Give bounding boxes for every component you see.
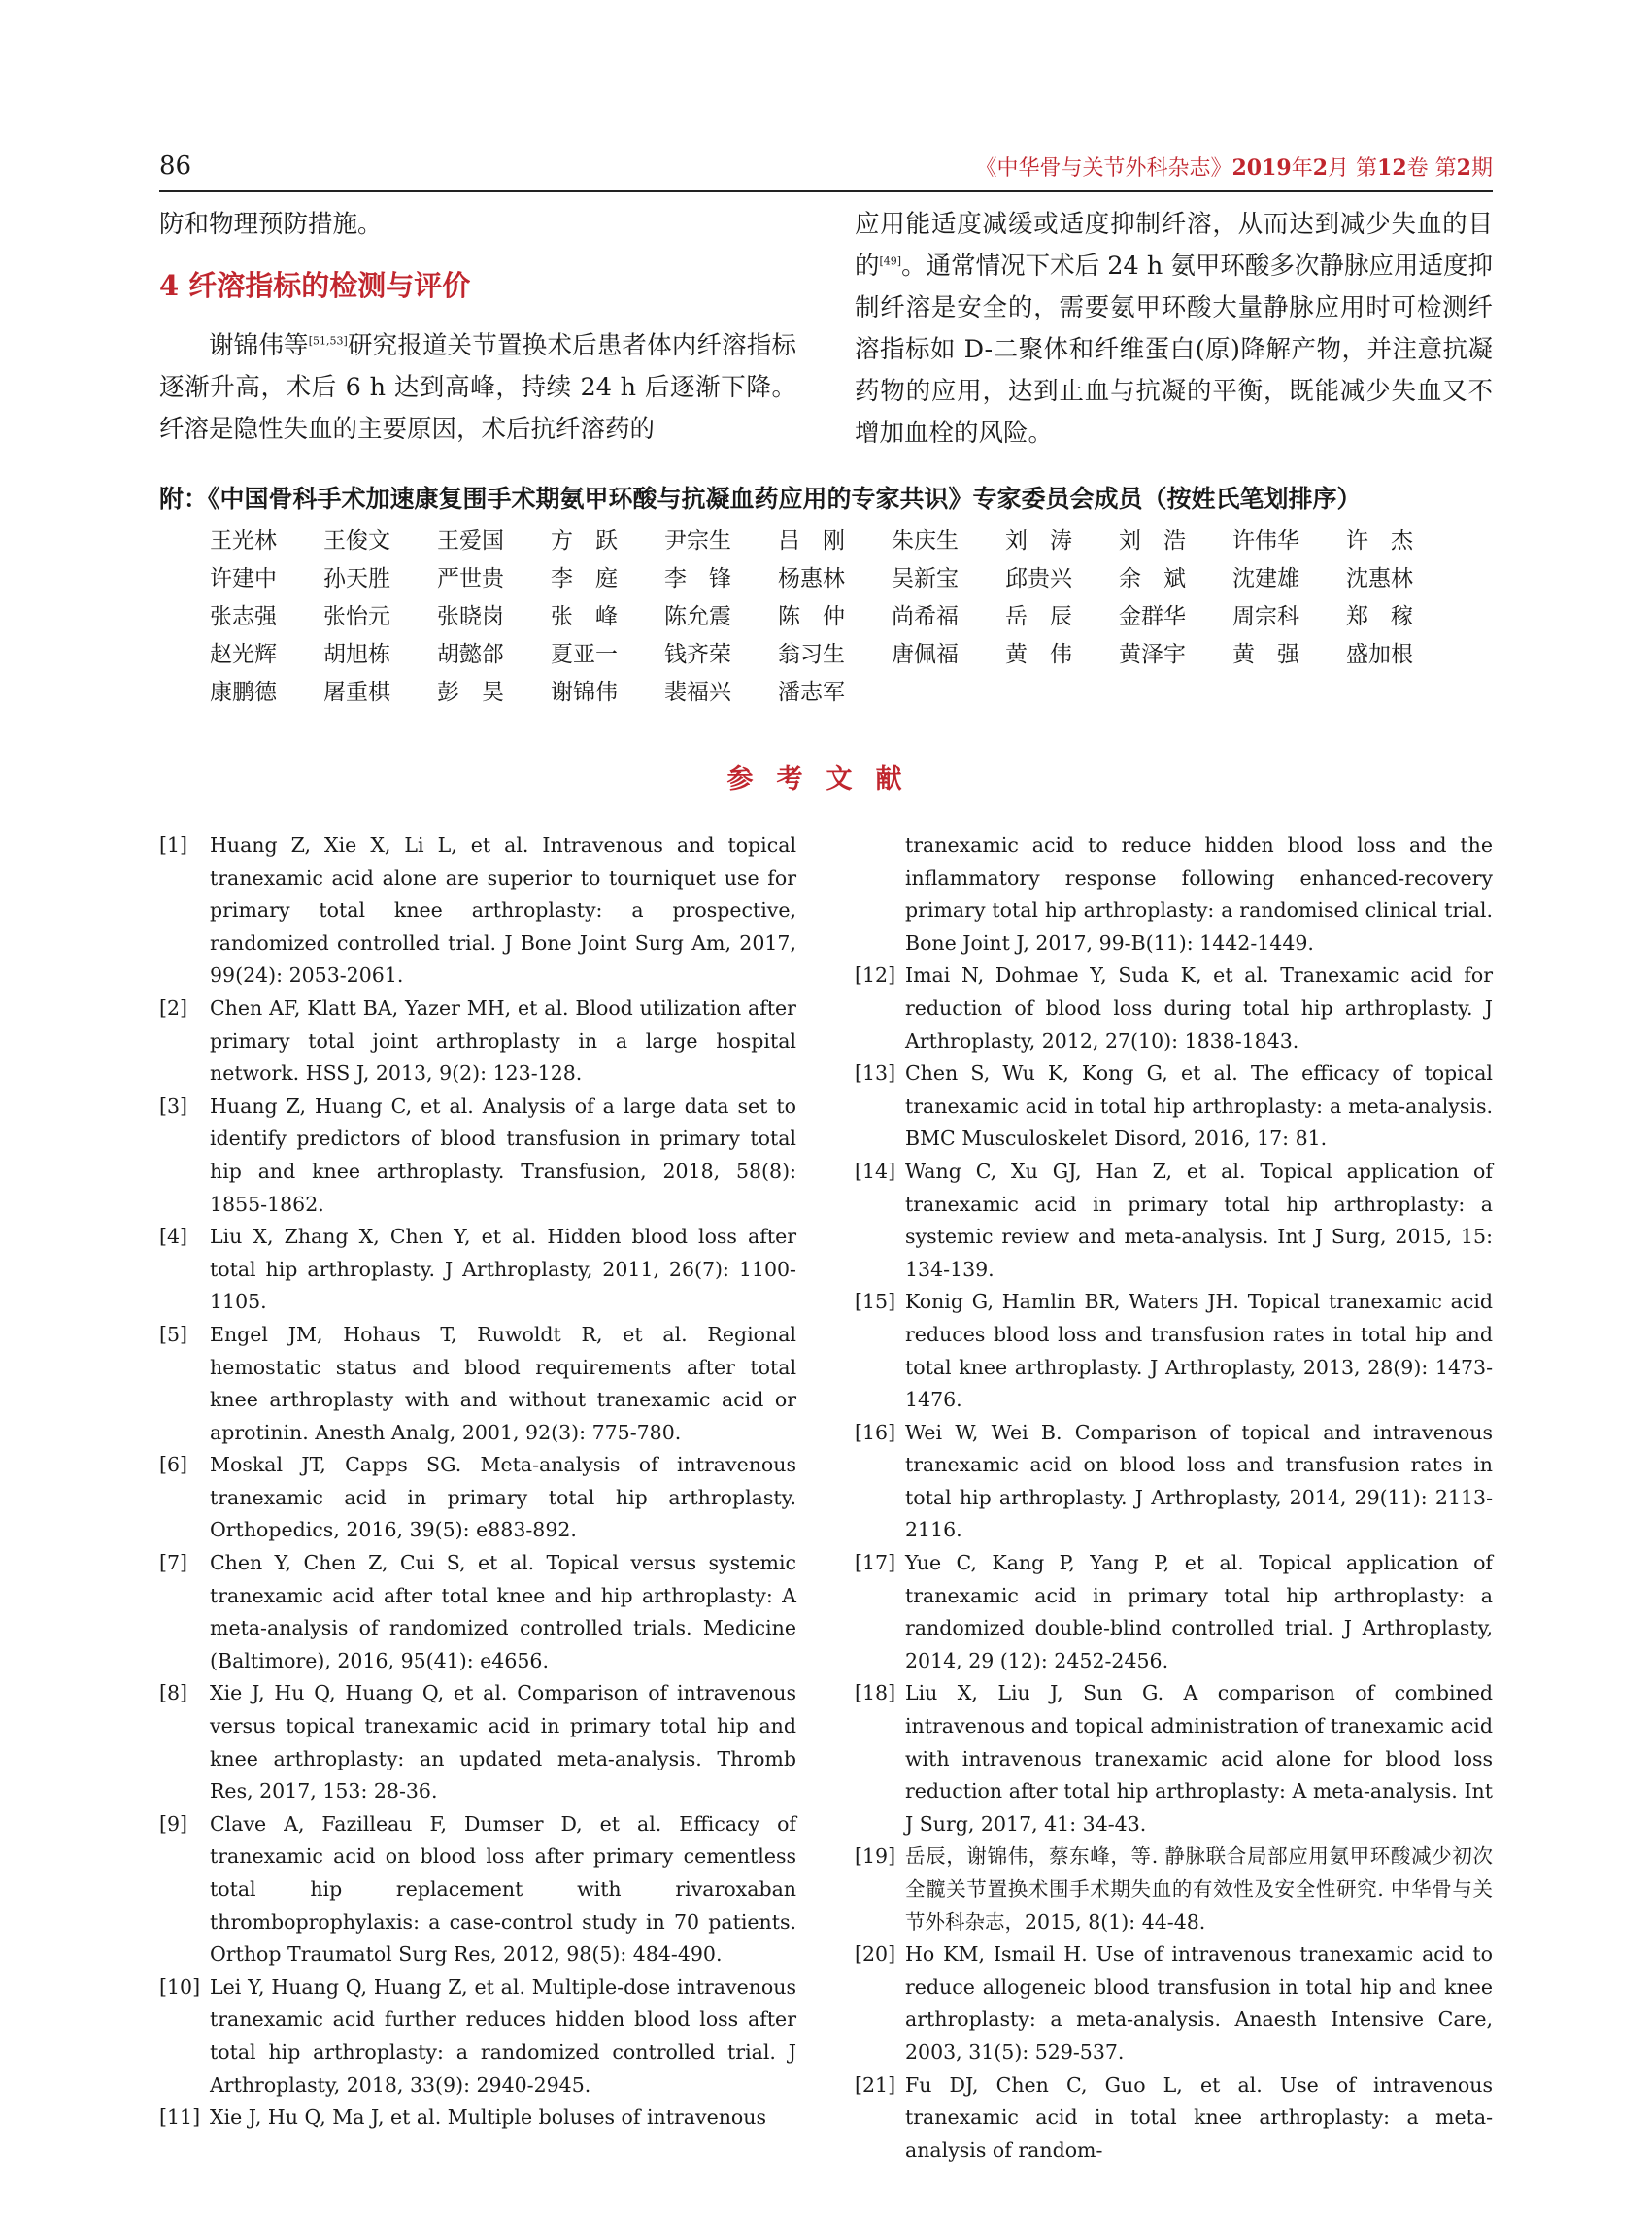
- text-run: 。通常情况下术后 24 h 氨甲环酸多次静脉应用适度抑制纤溶是安全的，需要氨甲环酸大量静脉应用时可检测纤溶指标如 D-二聚体和纤维蛋白(原)降解产物，并注意抗凝药物的应用，达到止血与抗凝的平衡，既能减少失血又不增加血栓的风险。: [855, 252, 1493, 448]
- reference-number: [6]: [159, 1453, 188, 1477]
- reference-item: [159, 993, 796, 1091]
- member-name: 尹宗生: [664, 528, 731, 554]
- reference-text: 岳辰，谢锦伟，蔡东峰，等. 静脉联合局部应用氨甲环酸减少初次全髋关节置换术围手术期失血的有效性及安全性研究. 中华骨与关节外科杂志，2015, 8(1): 44-48.: [905, 1844, 1493, 1934]
- reference-item: [855, 1547, 1493, 1677]
- text-run: 谢锦伟等: [209, 331, 309, 360]
- reference-number: [14]: [855, 1159, 896, 1183]
- reference-text: Chen S, Wu K, Kong G, et al. The efficacy of topical tranexamic acid in total hip arthroplasty: a meta-analysis. BMC Musculoskelet Disord, 2016, 17: 81.: [905, 1062, 1493, 1151]
- member-name: 邱贵兴: [1005, 566, 1072, 591]
- paragraph: 防和物理预防措施。: [159, 210, 383, 239]
- year-unit: 年: [1291, 156, 1313, 181]
- text-run: 研究报道关节置换术后患者体内纤溶指标逐渐升高，术后 6 h 达到高峰，持续 24 h 后逐渐下降。纤溶是隐性失血的主要原因，术后抗纤溶药的: [159, 331, 796, 444]
- member-name: 沈惠林: [1346, 566, 1413, 591]
- section-title: 4 纤溶指标的检测与评价: [159, 269, 471, 302]
- reference-item: [159, 1547, 796, 1677]
- reference-continuation: tranexamic acid to reduce hidden blood loss and the inflammatory response following enhanced-recovery primary total hip arthroplasty: a randomised clinical trial. Bone Joint J, 2017, 99-B(11): 1442-1449.: [905, 833, 1493, 955]
- reference-number: [18]: [855, 1681, 896, 1705]
- reference-text: Xie J, Hu Q, Ma J, et al. Multiple boluses of intravenous: [210, 2106, 766, 2130]
- reference-item: [855, 1938, 1493, 2069]
- paragraph: [855, 204, 1493, 455]
- member-name: 杨惠林: [778, 566, 845, 591]
- member-name: 朱庆生: [892, 528, 959, 554]
- member-name: 郑 稼: [1346, 604, 1413, 629]
- journal-volume: 12: [1377, 155, 1407, 181]
- member-name: 沈建雄: [1232, 566, 1299, 591]
- member-name: 钱齐荣: [664, 642, 731, 667]
- reference-text: Fu DJ, Chen C, Guo L, et al. Use of intravenous tranexamic acid in total knee arthroplasty: a meta-analysis of random-: [905, 2073, 1493, 2162]
- issue-unit: 期: [1470, 156, 1493, 181]
- member-row: [210, 560, 1519, 598]
- references-heading: 参考文献: [726, 764, 926, 794]
- reference-text: Clave A, Fazilleau F, Dumser D, et al. Efficacy of tranexamic acid on blood loss after primary cementless total hip replacement with rivaroxaban thromboprophylaxis: a case-control study in 70 patients. Orthop Traumatol Surg Res, 2012, 98(5): 484-490.: [210, 1811, 796, 1967]
- reference-item: [855, 2070, 1493, 2168]
- member-name: 陈 仲: [778, 604, 845, 629]
- member-name: 张志强: [210, 604, 277, 629]
- reference-text: Liu X, Zhang X, Chen Y, et al. Hidden blood loss after total hip arthroplasty. J Arthroplasty, 2011, 26(7): 1100-1105.: [210, 1225, 796, 1314]
- reference-text: Chen Y, Chen Z, Cui S, et al. Topical versus systemic tranexamic acid after total knee and hip arthroplasty: A meta-analysis of randomized controlled trials. Medicine (Baltimore), 2016, 95(41): e4656.: [210, 1551, 796, 1672]
- member-name: 王爱国: [437, 528, 504, 554]
- member-name: 黄 强: [1232, 642, 1299, 667]
- reference-number: [19]: [855, 1844, 896, 1869]
- member-name: 谢锦伟: [551, 680, 618, 705]
- member-name: 吕 刚: [778, 528, 845, 554]
- reference-text: Lei Y, Huang Q, Huang Z, et al. Multiple-dose intravenous tranexamic acid further reduces hidden blood loss after total hip arthroplasty: a randomized controlled trial. J Arthroplasty, 2018, 33(9): 2940-2945.: [210, 1974, 796, 2097]
- reference-number: [13]: [855, 1062, 896, 1086]
- page-header: [159, 146, 1493, 185]
- member-name: 黄泽宇: [1119, 642, 1186, 667]
- page-number: 86: [159, 152, 192, 181]
- volume-unit: 卷 第: [1406, 156, 1457, 181]
- member-name: 彭 昊: [437, 680, 504, 705]
- reference-number: [21]: [855, 2073, 896, 2097]
- body-left-column: [159, 204, 796, 451]
- journal-name: 《中华骨与关节外科杂志》: [975, 156, 1232, 181]
- journal-year: 2019: [1231, 155, 1292, 181]
- member-name: 裴福兴: [664, 680, 731, 705]
- reference-item: [159, 1091, 796, 1221]
- member-name: 刘 浩: [1119, 528, 1186, 554]
- member-name: 陈允震: [664, 604, 731, 629]
- appendix: [159, 480, 1519, 712]
- member-name: 方 跃: [551, 528, 618, 554]
- reference-item: [855, 1840, 1493, 1938]
- citation: [49]: [879, 254, 902, 268]
- reference-number: [20]: [855, 1942, 896, 1967]
- reference-text: Yue C, Kang P, Yang P, et al. Topical application of tranexamic acid in primary total hip arthroplasty: a randomized double-blind controlled trial. J Arthroplasty, 2014, 29 (12): 2452-2456.: [905, 1551, 1493, 1672]
- member-name: 许 杰: [1346, 528, 1413, 554]
- member-name: 赵光辉: [210, 642, 277, 667]
- member-row: [210, 636, 1519, 674]
- member-name: 许伟华: [1232, 528, 1299, 554]
- member-name: 周宗科: [1232, 604, 1299, 629]
- reference-item: [159, 1972, 796, 2102]
- member-name: 胡懿郃: [437, 642, 504, 667]
- paragraph: [159, 325, 796, 451]
- citation: [51,53]: [308, 334, 348, 348]
- member-name: 翁习生: [778, 642, 845, 667]
- member-name: 张 峰: [551, 604, 618, 629]
- journal-issue: 2: [1456, 155, 1471, 181]
- reference-number: [1]: [159, 833, 188, 857]
- reference-number: [3]: [159, 1094, 188, 1118]
- member-name: 张晓岗: [437, 604, 504, 629]
- reference-text: Wang C, Xu GJ, Han Z, et al. Topical application of tranexamic acid in primary total hip arthroplasty: a systemic review and meta-analysis. Int J Surg, 2015, 15: 134-139.: [905, 1159, 1493, 1281]
- reference-item: [855, 1156, 1493, 1286]
- reference-item: [159, 2102, 796, 2135]
- reference-text: Huang Z, Xie X, Li L, et al. Intravenous and topical tranexamic acid alone are superior to tourniquet use for primary total knee arthroplasty: a prospective, randomized controlled trial. J Bone Joint Surg Am, 2017, 99(24): 2053-2061.: [210, 833, 796, 988]
- member-name: 金群华: [1119, 604, 1186, 629]
- member-name: 康鹏德: [210, 680, 277, 705]
- member-name: 王俊文: [323, 528, 390, 554]
- references-left-column: [159, 829, 796, 2135]
- reference-number: [4]: [159, 1225, 188, 1249]
- reference-item: [855, 960, 1493, 1058]
- reference-text: Liu X, Liu J, Sun G. A comparison of combined intravenous and topical administration of tranexamic acid with intravenous tranexamic acid alone for blood loss reduction after total hip arthroplasty: A meta-analysis. Int J Surg, 2017, 41: 34-43.: [905, 1681, 1493, 1836]
- member-name: 潘志军: [778, 680, 845, 705]
- reference-item: [855, 1417, 1493, 1547]
- member-name: 李 锋: [664, 566, 731, 591]
- member-name: 夏亚一: [551, 642, 618, 667]
- member-name: 张怡元: [323, 604, 390, 629]
- reference-number: [5]: [159, 1322, 188, 1346]
- member-name: 胡旭栋: [323, 642, 390, 667]
- member-name: 李 庭: [551, 566, 618, 591]
- reference-item: [855, 1058, 1493, 1156]
- reference-item: [159, 1808, 796, 1972]
- reference-item: [159, 1449, 796, 1547]
- appendix-title: 附：《中国骨科手术加速康复围手术期氨甲环酸与抗凝血药应用的专家共识》专家委员会成员（按姓氏笔划排序）: [159, 485, 1362, 513]
- member-name: 余 斌: [1119, 566, 1186, 591]
- text-run: 应用能适度减缓或适度抑制纤溶，从而达到减少失血的目的: [855, 210, 1493, 281]
- member-row: [210, 523, 1519, 560]
- reference-text: Ho KM, Ismail H. Use of intravenous tranexamic acid to reduce allogeneic blood transfusion in total hip and knee arthroplasty: a meta-analysis. Anaesth Intensive Care, 2003, 31(5): 529-537.: [905, 1942, 1493, 2064]
- reference-number: [17]: [855, 1551, 896, 1575]
- reference-number: [11]: [159, 2106, 201, 2130]
- reference-number: [10]: [159, 1974, 201, 1999]
- references-right-column: [855, 829, 1493, 2167]
- journal-citation: [975, 152, 1493, 182]
- member-name: 岳 辰: [1005, 604, 1072, 629]
- reference-number: [15]: [855, 1290, 896, 1314]
- reference-item: [855, 1677, 1493, 1840]
- reference-number: [8]: [159, 1681, 188, 1705]
- committee-members: [210, 523, 1519, 712]
- member-name: 黄 伟: [1005, 642, 1072, 667]
- member-name: 盛加根: [1346, 642, 1413, 667]
- header-rule: [159, 190, 1493, 192]
- member-name: 严世贵: [437, 566, 504, 591]
- reference-text: Engel JM, Hohaus T, Ruwoldt R, et al. Regional hemostatic status and blood requirements after total knee arthroplasty with and without tranexamic acid or aprotinin. Anesth Analg, 2001, 92(3): 775-780.: [210, 1322, 796, 1444]
- reference-text: Wei W, Wei B. Comparison of topical and intravenous tranexamic acid on blood loss and transfusion rates in total hip arthroplasty. J Arthroplasty, 2014, 29(11): 2113-2116.: [905, 1420, 1493, 1542]
- member-name: 孙天胜: [323, 566, 390, 591]
- reference-text: Huang Z, Huang C, et al. Analysis of a large data set to identify predictors of blood transfusion in primary total hip and knee arthroplasty. Transfusion, 2018, 58(8): 1855-1862.: [210, 1094, 796, 1216]
- reference-text: Imai N, Dohmae Y, Suda K, et al. Tranexamic acid for reduction of blood loss during total hip arthroplasty. J Arthroplasty, 2012, 27(10): 1838-1843.: [905, 963, 1493, 1053]
- journal-month: 2: [1312, 155, 1329, 181]
- reference-number: [12]: [855, 963, 896, 988]
- member-row: [210, 598, 1519, 636]
- reference-item: [855, 1286, 1493, 1416]
- reference-text: Moskal JT, Capps SG. Meta-analysis of intravenous tranexamic acid in primary total hip arthroplasty. Orthopedics, 2016, 39(5): e883-892.: [210, 1453, 796, 1542]
- member-name: 刘 涛: [1005, 528, 1072, 554]
- reference-number: [2]: [159, 995, 188, 1020]
- member-name: 屠重棋: [323, 680, 390, 705]
- member-name: 王光林: [210, 528, 277, 554]
- reference-item: [159, 829, 796, 993]
- reference-text: Xie J, Hu Q, Huang Q, et al. Comparison of intravenous versus topical tranexamic acid in primary total hip and knee arthroplasty: an updated meta-analysis. Thromb Res, 2017, 153: 28-36.: [210, 1681, 796, 1804]
- reference-item: [159, 1221, 796, 1319]
- member-name: 吴新宝: [892, 566, 959, 591]
- reference-text: Konig G, Hamlin BR, Waters JH. Topical tranexamic acid reduces blood loss and transfusion rates in total hip and total knee arthroplasty. J Arthroplasty, 2013, 28(9): 1473-1476.: [905, 1290, 1493, 1412]
- month-unit: 月 第: [1328, 156, 1378, 181]
- reference-number: [9]: [159, 1811, 188, 1836]
- reference-item: [159, 1319, 796, 1449]
- reference-number: [7]: [159, 1551, 188, 1575]
- member-name: 唐佩福: [892, 642, 959, 667]
- reference-text: Chen AF, Klatt BA, Yazer MH, et al. Blood utilization after primary total joint arthroplasty in a large hospital network. HSS J, 2013, 9(2): 123-128.: [210, 995, 796, 1086]
- member-row: [210, 674, 1519, 712]
- reference-item: [159, 1677, 796, 1807]
- reference-number: [16]: [855, 1420, 896, 1444]
- member-name: 许建中: [210, 566, 277, 591]
- body-right-column: [855, 204, 1493, 455]
- member-name: 尚希福: [892, 604, 959, 629]
